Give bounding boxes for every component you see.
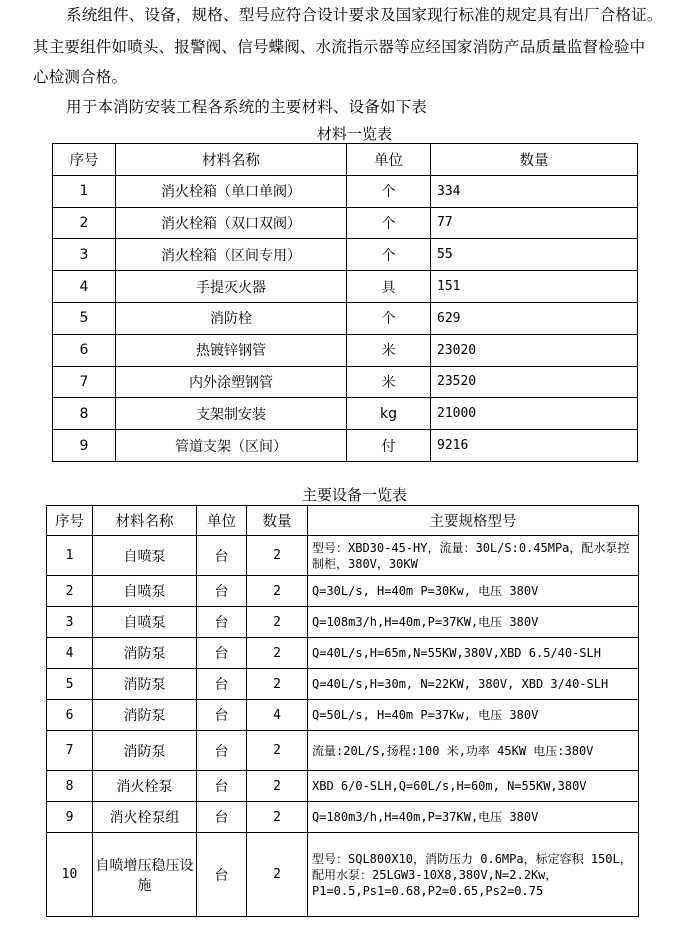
table-row: [53, 334, 638, 366]
cell-unit: 台: [197, 536, 247, 576]
cell-quantity: 2: [247, 576, 308, 607]
cell-name: 自喷泵: [93, 536, 197, 576]
cell-spec: Q=108m3/h,H=40m,P=37KW,电压 380V: [308, 607, 639, 638]
cell-name: 消防泵: [93, 669, 197, 700]
cell-unit: 个: [347, 302, 431, 334]
cell-index: 1: [47, 536, 93, 576]
cell-unit: 台: [197, 833, 247, 917]
header-unit: 单位: [347, 144, 431, 176]
equipment-table-title: 主要设备一览表: [302, 486, 408, 504]
cell-name: 自喷增压稳压设施: [93, 833, 197, 917]
cell-index: 2: [53, 207, 116, 239]
table-row: [53, 239, 638, 271]
intro-line-4: 用于本消防安装工程各系统的主要材料、设备如下表: [66, 98, 428, 116]
header-index: 序号: [47, 506, 93, 536]
table-row: [47, 802, 639, 833]
table-row: [53, 175, 638, 207]
cell-index: 4: [47, 638, 93, 669]
cell-quantity: 2: [247, 802, 308, 833]
materials-table: [52, 143, 638, 462]
cell-quantity: 2: [247, 669, 308, 700]
cell-spec: Q=30L/s, H=40m P=30Kw, 电压 380V: [308, 576, 639, 607]
cell-index: 9: [47, 802, 93, 833]
header-quantity: 数量: [247, 506, 308, 536]
cell-unit: 具: [347, 271, 431, 303]
table-row: [47, 771, 639, 802]
cell-index: 6: [47, 700, 93, 731]
cell-index: 7: [47, 731, 93, 771]
cell-unit: 台: [197, 669, 247, 700]
cell-name: 消火栓箱（双口双阀）: [116, 207, 347, 239]
cell-index: 10: [47, 833, 93, 917]
cell-spec: Q=180m3/h,H=40m,P=37KW,电压 380V: [308, 802, 639, 833]
cell-quantity: 629: [431, 302, 638, 334]
cell-quantity: 23020: [431, 334, 638, 366]
materials-header-row: [53, 144, 638, 176]
table-row: [47, 536, 639, 576]
cell-unit: 个: [347, 175, 431, 207]
intro-line-1: 系统组件、设备，规格、型号应符合设计要求及国家现行标准的规定具有出厂合格证。: [66, 6, 663, 24]
cell-unit: 个: [347, 239, 431, 271]
table-row: [47, 576, 639, 607]
cell-name: 管道支架（区间）: [116, 430, 347, 462]
cell-index: 3: [47, 607, 93, 638]
cell-spec: 流量:20L/S,扬程:100 米,功率 45KW 电压:380V: [308, 731, 639, 771]
cell-quantity: 9216: [431, 430, 638, 462]
header-material-name: 材料名称: [116, 144, 347, 176]
intro-line-2: 其主要组件如喷头、报警阀、信号蝶阀、水流指示器等应经国家消防产品质量监督检验中: [33, 38, 646, 56]
cell-quantity: 2: [247, 638, 308, 669]
cell-name: 消火栓泵组: [93, 802, 197, 833]
cell-index: 3: [53, 239, 116, 271]
equipment-table: [46, 505, 639, 917]
cell-spec: XBD 6/0-SLH,Q=60L/s,H=60m, N=55KW,380V: [308, 771, 639, 802]
cell-index: 6: [53, 334, 116, 366]
cell-quantity: 77: [431, 207, 638, 239]
cell-index: 9: [53, 430, 116, 462]
cell-name: 自喷泵: [93, 576, 197, 607]
cell-unit: 台: [197, 638, 247, 669]
cell-unit: 台: [197, 731, 247, 771]
cell-unit: 台: [197, 576, 247, 607]
cell-unit: kg: [347, 398, 431, 430]
cell-unit: 米: [347, 366, 431, 398]
table-row: [53, 366, 638, 398]
table-row: [47, 638, 639, 669]
cell-index: 2: [47, 576, 93, 607]
cell-unit: 台: [197, 771, 247, 802]
cell-quantity: 21000: [431, 398, 638, 430]
header-index: 序号: [53, 144, 116, 176]
cell-name: 消防泵: [93, 638, 197, 669]
table-row: [53, 271, 638, 303]
table-row: [47, 833, 639, 917]
cell-name: 手提灭火器: [116, 271, 347, 303]
cell-unit: 个: [347, 207, 431, 239]
cell-quantity: 23520: [431, 366, 638, 398]
table-row: [53, 398, 638, 430]
materials-table-title: 材料一览表: [317, 125, 393, 143]
equipment-header-row: [47, 506, 639, 536]
cell-quantity: 55: [431, 239, 638, 271]
cell-unit: 台: [197, 700, 247, 731]
cell-name: 消防泵: [93, 700, 197, 731]
cell-unit: 台: [197, 802, 247, 833]
table-row: [47, 731, 639, 771]
cell-name: 消火栓箱（区间专用）: [116, 239, 347, 271]
cell-name: 消防栓: [116, 302, 347, 334]
cell-index: 7: [53, 366, 116, 398]
header-spec: 主要规格型号: [308, 506, 639, 536]
cell-quantity: 4: [247, 700, 308, 731]
cell-quantity: 2: [247, 771, 308, 802]
cell-name: 热镀锌钢管: [116, 334, 347, 366]
cell-index: 5: [47, 669, 93, 700]
cell-unit: 台: [197, 607, 247, 638]
cell-name: 消火栓箱（单口单阀）: [116, 175, 347, 207]
cell-index: 4: [53, 271, 116, 303]
cell-name: 消防泵: [93, 731, 197, 771]
cell-spec: 型号：XBD30-45-HY，流量：30L/S:0.45MPa，配水泵控制柜，380V，30KW: [308, 536, 639, 576]
intro-line-3: 心检测合格。: [33, 68, 128, 86]
table-row: [47, 607, 639, 638]
cell-spec: Q=40L/s,H=65m,N=55KW,380V,XBD 6.5/40-SLH: [308, 638, 639, 669]
cell-index: 8: [47, 771, 93, 802]
table-row: [53, 302, 638, 334]
cell-spec: Q=50L/s, H=40m P=37Kw, 电压 380V: [308, 700, 639, 731]
header-unit: 单位: [197, 506, 247, 536]
cell-quantity: 2: [247, 731, 308, 771]
cell-index: 8: [53, 398, 116, 430]
cell-index: 5: [53, 302, 116, 334]
cell-unit: 付: [347, 430, 431, 462]
table-row: [47, 669, 639, 700]
cell-quantity: 151: [431, 271, 638, 303]
table-row: [47, 700, 639, 731]
cell-index: 1: [53, 175, 116, 207]
header-material-name: 材料名称: [93, 506, 197, 536]
cell-name: 内外涂塑钢管: [116, 366, 347, 398]
cell-spec: Q=40L/s,H=30m, N=22KW, 380V, XBD 3/40-SLH: [308, 669, 639, 700]
header-quantity: 数量: [431, 144, 638, 176]
cell-name: 消火栓泵: [93, 771, 197, 802]
cell-name: 支架制安装: [116, 398, 347, 430]
cell-quantity: 334: [431, 175, 638, 207]
cell-quantity: 2: [247, 833, 308, 917]
table-row: [53, 430, 638, 462]
cell-quantity: 2: [247, 536, 308, 576]
cell-spec: 型号：SQL800X10，消防压力 0.6MPa，标定容积 150L，配用水泵：25LGW3-10X8,380V,N=2.2Kw，P1=0.5,Ps1=0.68,P2=0.65,Ps2=0.75: [308, 833, 639, 917]
cell-unit: 米: [347, 334, 431, 366]
table-row: [53, 207, 638, 239]
cell-name: 自喷泵: [93, 607, 197, 638]
cell-quantity: 2: [247, 607, 308, 638]
